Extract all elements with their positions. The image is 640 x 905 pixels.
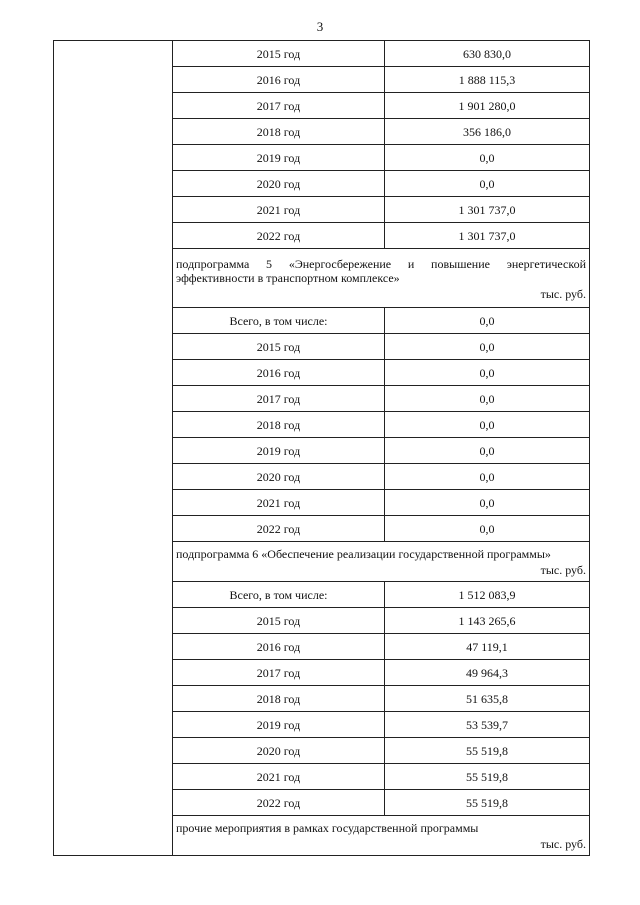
- year-cell: 2015 год: [173, 41, 385, 67]
- section-header-cell: [173, 816, 590, 856]
- year-cell: Всего, в том числе:: [173, 308, 385, 334]
- left-column-cell: [54, 41, 173, 856]
- year-cell: 2017 год: [173, 93, 385, 119]
- value-cell: 51 635,8: [385, 686, 590, 712]
- year-cell: 2020 год: [173, 464, 385, 490]
- year-cell: 2022 год: [173, 516, 385, 542]
- year-cell: 2019 год: [173, 145, 385, 171]
- value-cell: 0,0: [385, 145, 590, 171]
- value-cell: 1 901 280,0: [385, 93, 590, 119]
- value-cell: 0,0: [385, 438, 590, 464]
- value-cell: 47 119,1: [385, 634, 590, 660]
- year-cell: 2018 год: [173, 412, 385, 438]
- value-cell: 49 964,3: [385, 660, 590, 686]
- year-cell: 2019 год: [173, 438, 385, 464]
- year-cell: 2018 год: [173, 686, 385, 712]
- value-cell: 53 539,7: [385, 712, 590, 738]
- year-cell: 2021 год: [173, 490, 385, 516]
- year-cell: 2019 год: [173, 712, 385, 738]
- funding-table: [53, 40, 590, 856]
- value-cell: 55 519,8: [385, 738, 590, 764]
- table-row: [54, 41, 590, 67]
- value-cell: 0,0: [385, 171, 590, 197]
- year-cell: 2017 год: [173, 386, 385, 412]
- year-cell: 2020 год: [173, 171, 385, 197]
- value-cell: 55 519,8: [385, 790, 590, 816]
- year-cell: 2015 год: [173, 608, 385, 634]
- year-cell: 2021 год: [173, 764, 385, 790]
- section-header-cell: [173, 542, 590, 582]
- year-cell: 2015 год: [173, 334, 385, 360]
- subprogram5-title: подпрограмма 5 «Энергосбережение и повышение энергетической эффективности в транспортном комплексе»: [176, 256, 586, 285]
- value-cell: 1 301 737,0: [385, 223, 590, 249]
- page-number: 3: [316, 19, 324, 34]
- value-cell: 0,0: [385, 360, 590, 386]
- value-cell: 0,0: [385, 490, 590, 516]
- year-cell: 2016 год: [173, 634, 385, 660]
- subprogram6-title: подпрограмма 6 «Обеспечение реализации государственной программы»: [176, 547, 551, 561]
- value-cell: 1 301 737,0: [385, 197, 590, 223]
- value-cell: 0,0: [385, 464, 590, 490]
- year-cell: 2017 год: [173, 660, 385, 686]
- value-cell: 0,0: [385, 334, 590, 360]
- year-cell: 2021 год: [173, 197, 385, 223]
- year-cell: 2020 год: [173, 738, 385, 764]
- year-cell: Всего, в том числе:: [173, 582, 385, 608]
- year-cell: 2016 год: [173, 67, 385, 93]
- value-cell: 0,0: [385, 386, 590, 412]
- year-cell: 2018 год: [173, 119, 385, 145]
- unit-label: тыс. руб.: [540, 837, 586, 851]
- unit-label: тыс. руб.: [540, 563, 586, 577]
- other-activities-title: прочие мероприятия в рамках государственной программы: [176, 821, 479, 835]
- value-cell: 356 186,0: [385, 119, 590, 145]
- section-header-cell: [173, 249, 590, 308]
- value-cell: 630 830,0: [385, 41, 590, 67]
- value-cell: 0,0: [385, 516, 590, 542]
- year-cell: 2022 год: [173, 223, 385, 249]
- value-cell: 55 519,8: [385, 764, 590, 790]
- unit-label: тыс. руб.: [540, 286, 586, 301]
- year-cell: 2016 год: [173, 360, 385, 386]
- value-cell: 0,0: [385, 412, 590, 438]
- value-cell: 1 512 083,9: [385, 582, 590, 608]
- year-cell: 2022 год: [173, 790, 385, 816]
- value-cell: 1 143 265,6: [385, 608, 590, 634]
- value-cell: 0,0: [385, 308, 590, 334]
- value-cell: 1 888 115,3: [385, 67, 590, 93]
